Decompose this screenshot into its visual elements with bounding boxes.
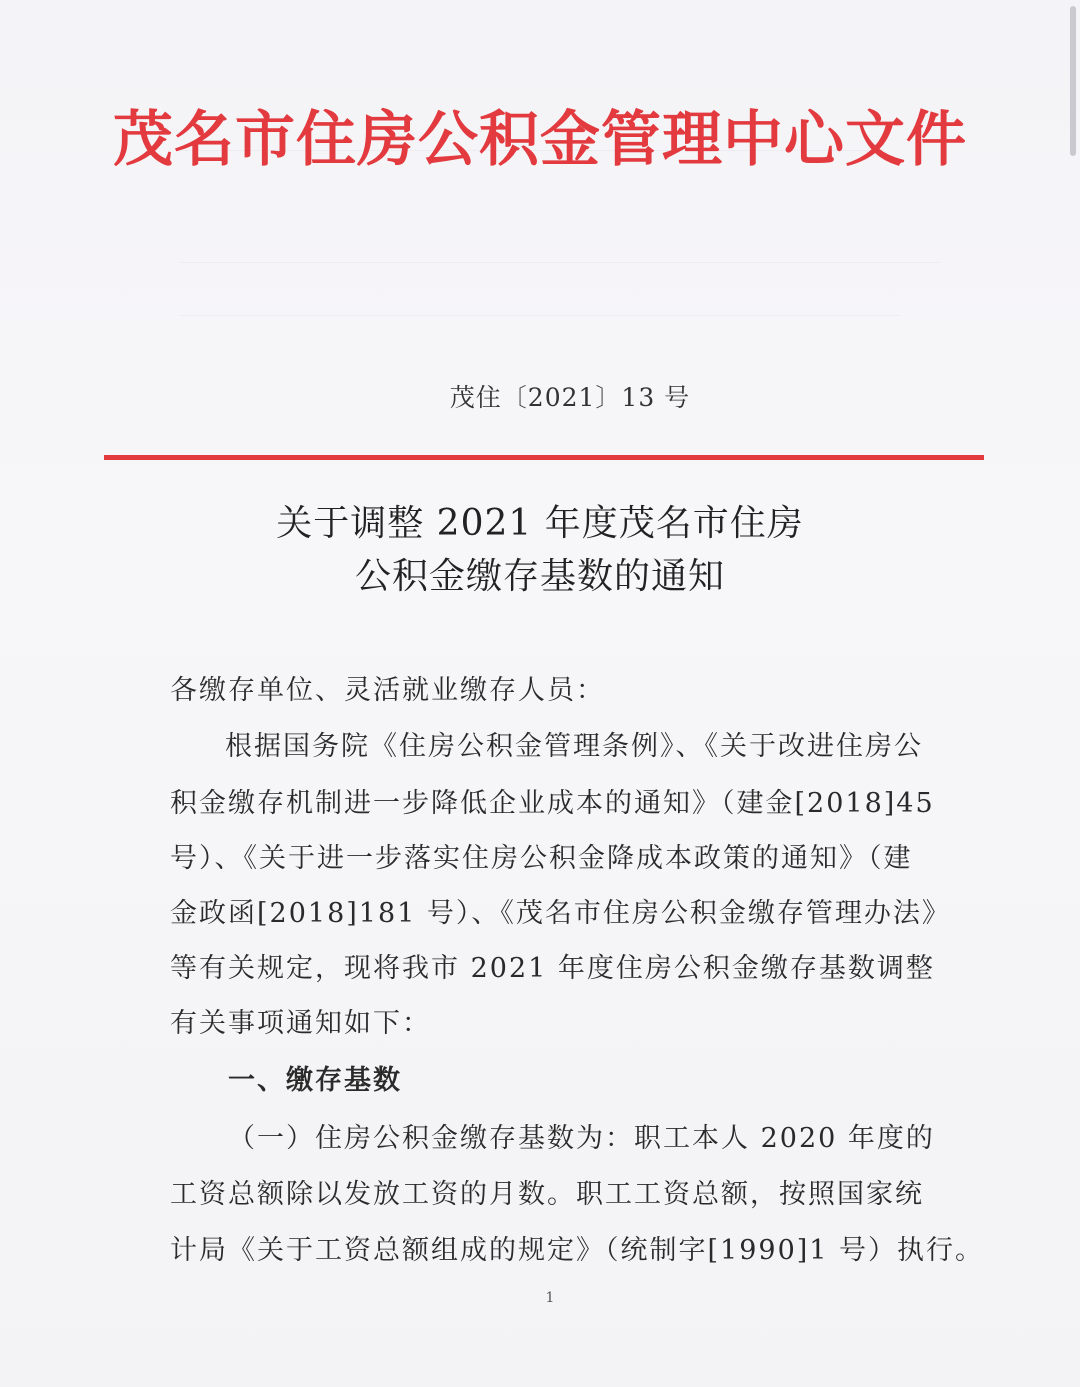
page-number: 1 [545,1290,555,1306]
document-number: 茂住〔2021〕13 号 [449,383,691,412]
notice-title-line-2: 公积金缴存基数的通知 [354,556,725,597]
paragraph-line: 积金缴存机制进一步降低企业成本的通知》（建金[2018]45 [170,788,935,819]
notice-title-line-1: 关于调整 2021 年度茂名市住房 [276,503,804,544]
red-divider-rule [104,455,984,460]
paragraph-line: 工资总额除以发放工资的月数。职工工资总额，按照国家统 [170,1179,924,1210]
paragraph-line: 计局《关于工资总额组成的规定》（统制字[1990]1 号）执行。 [170,1235,985,1266]
paragraph-line: 根据国务院《住房公积金管理条例》、《关于改进住房公 [225,731,923,762]
paragraph-line: 号）、《关于进一步落实住房公积金降成本政策的通知》（建 [170,843,913,874]
salutation: 各缴存单位、灵活就业缴存人员： [170,675,605,706]
paragraph-line: （一）住房公积金缴存基数为：职工本人 2020 年度的 [228,1123,935,1154]
bleed-through-line [180,315,900,316]
bleed-through-line [180,262,940,263]
document-header: 茂名市住房公积金管理中心文件 [113,105,967,175]
paragraph-line: 等有关规定，现将我市 2021 年度住房公积金缴存基数调整 [170,953,935,984]
paragraph-line: 金政函[2018]181 号）、《茂名市住房公积金缴存管理办法》 [170,898,951,929]
section-heading: 一、缴存基数 [228,1065,402,1096]
paragraph-line: 有关事项通知如下： [170,1008,431,1039]
